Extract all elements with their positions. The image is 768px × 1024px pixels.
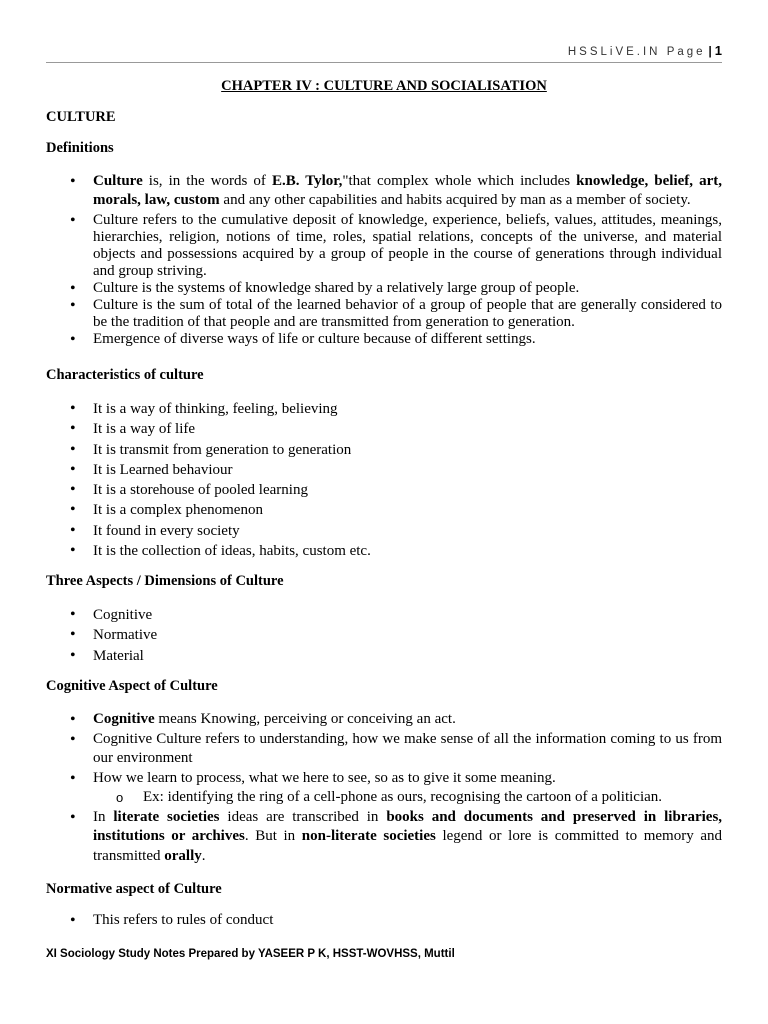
definitions-heading: Definitions: [46, 140, 114, 156]
page-footer: XI Sociology Study Notes Prepared by YASEER P K, HSST-WOVHSS, Muttil: [46, 948, 455, 960]
site-name: HSSLiVE.IN: [567, 46, 661, 58]
list-item: • Cognitive means Knowing, perceiving or conceiving an act.: [46, 710, 722, 730]
page-label: Page: [666, 46, 706, 58]
page-header: HSSLiVE.IN Page | 1: [567, 43, 722, 58]
list-item: • How we learn to process, what we here to see, so as to give it some meaning.: [46, 769, 722, 789]
list-item: • It is a complex phenomenon: [46, 500, 722, 520]
list-item: • It is a way of life: [46, 419, 722, 439]
list-item: • It is a way of thinking, feeling, believing: [46, 399, 722, 419]
section-heading-culture: CULTURE: [46, 109, 116, 125]
list-item: • Emergence of diverse ways of life or culture because of different settings.: [46, 331, 722, 348]
list-item: • Cognitive Culture refers to understanding, how we make sense of all the information coming to us from our environment: [46, 730, 722, 769]
list-item: • Culture is the sum of total of the learned behavior of a group of people that are generally considered to be the tradition of that people and are transmitted from generation to generation.: [46, 297, 722, 331]
cognitive-list: [46, 710, 722, 866]
characteristics-heading: Characteristics of culture: [46, 367, 204, 383]
chapter-title: CHAPTER IV : CULTURE AND SOCIALISATION: [221, 78, 547, 94]
list-item: • It is Learned behaviour: [46, 460, 722, 480]
list-item: • Material: [46, 646, 722, 666]
list-item: • It found in every society: [46, 521, 722, 541]
list-item: • It is the collection of ideas, habits, custom etc.: [46, 541, 722, 561]
cognitive-heading: Cognitive Aspect of Culture: [46, 678, 218, 694]
list-item: • In literate societies ideas are transcribed in books and documents and preserved in libraries, institutions or archives. But in non-literate societies legend or lore is committed to memory and transmitted orally.: [46, 808, 722, 867]
aspects-heading: Three Aspects / Dimensions of Culture: [46, 573, 284, 589]
normative-list: [46, 912, 722, 929]
definitions-list: [46, 172, 722, 348]
list-item: • Normative: [46, 625, 722, 645]
list-item: • It is transmit from generation to generation: [46, 440, 722, 460]
list-item: • Cognitive: [46, 605, 722, 625]
list-item: • Culture is the systems of knowledge shared by a relatively large group of people.: [46, 280, 722, 297]
list-item: • This refers to rules of conduct: [46, 912, 722, 929]
header-divider: [46, 62, 722, 63]
list-sub-item: o Ex: identifying the ring of a cell-phone as ours, recognising the cartoon of a politician.: [46, 788, 722, 808]
aspects-list: [46, 605, 722, 666]
list-item: • It is a storehouse of pooled learning: [46, 480, 722, 500]
page-number: 1: [714, 43, 722, 58]
list-item: • Culture is, in the words of E.B. Tylor,"that complex whole which includes knowledge, belief, art, morals, law, custom and any other capabilities and habits acquired by man as a member of society.: [46, 172, 722, 210]
normative-heading: Normative aspect of Culture: [46, 881, 222, 897]
characteristics-list: [46, 399, 722, 561]
list-item: • Culture refers to the cumulative deposit of knowledge, experience, beliefs, values, attitudes, meanings, hierarchies, religion, notions of time, roles, spatial relations, concepts of the universe, and material objects and possessions acquired by a group of people in the course of generations through individual and group striving.: [46, 212, 722, 280]
